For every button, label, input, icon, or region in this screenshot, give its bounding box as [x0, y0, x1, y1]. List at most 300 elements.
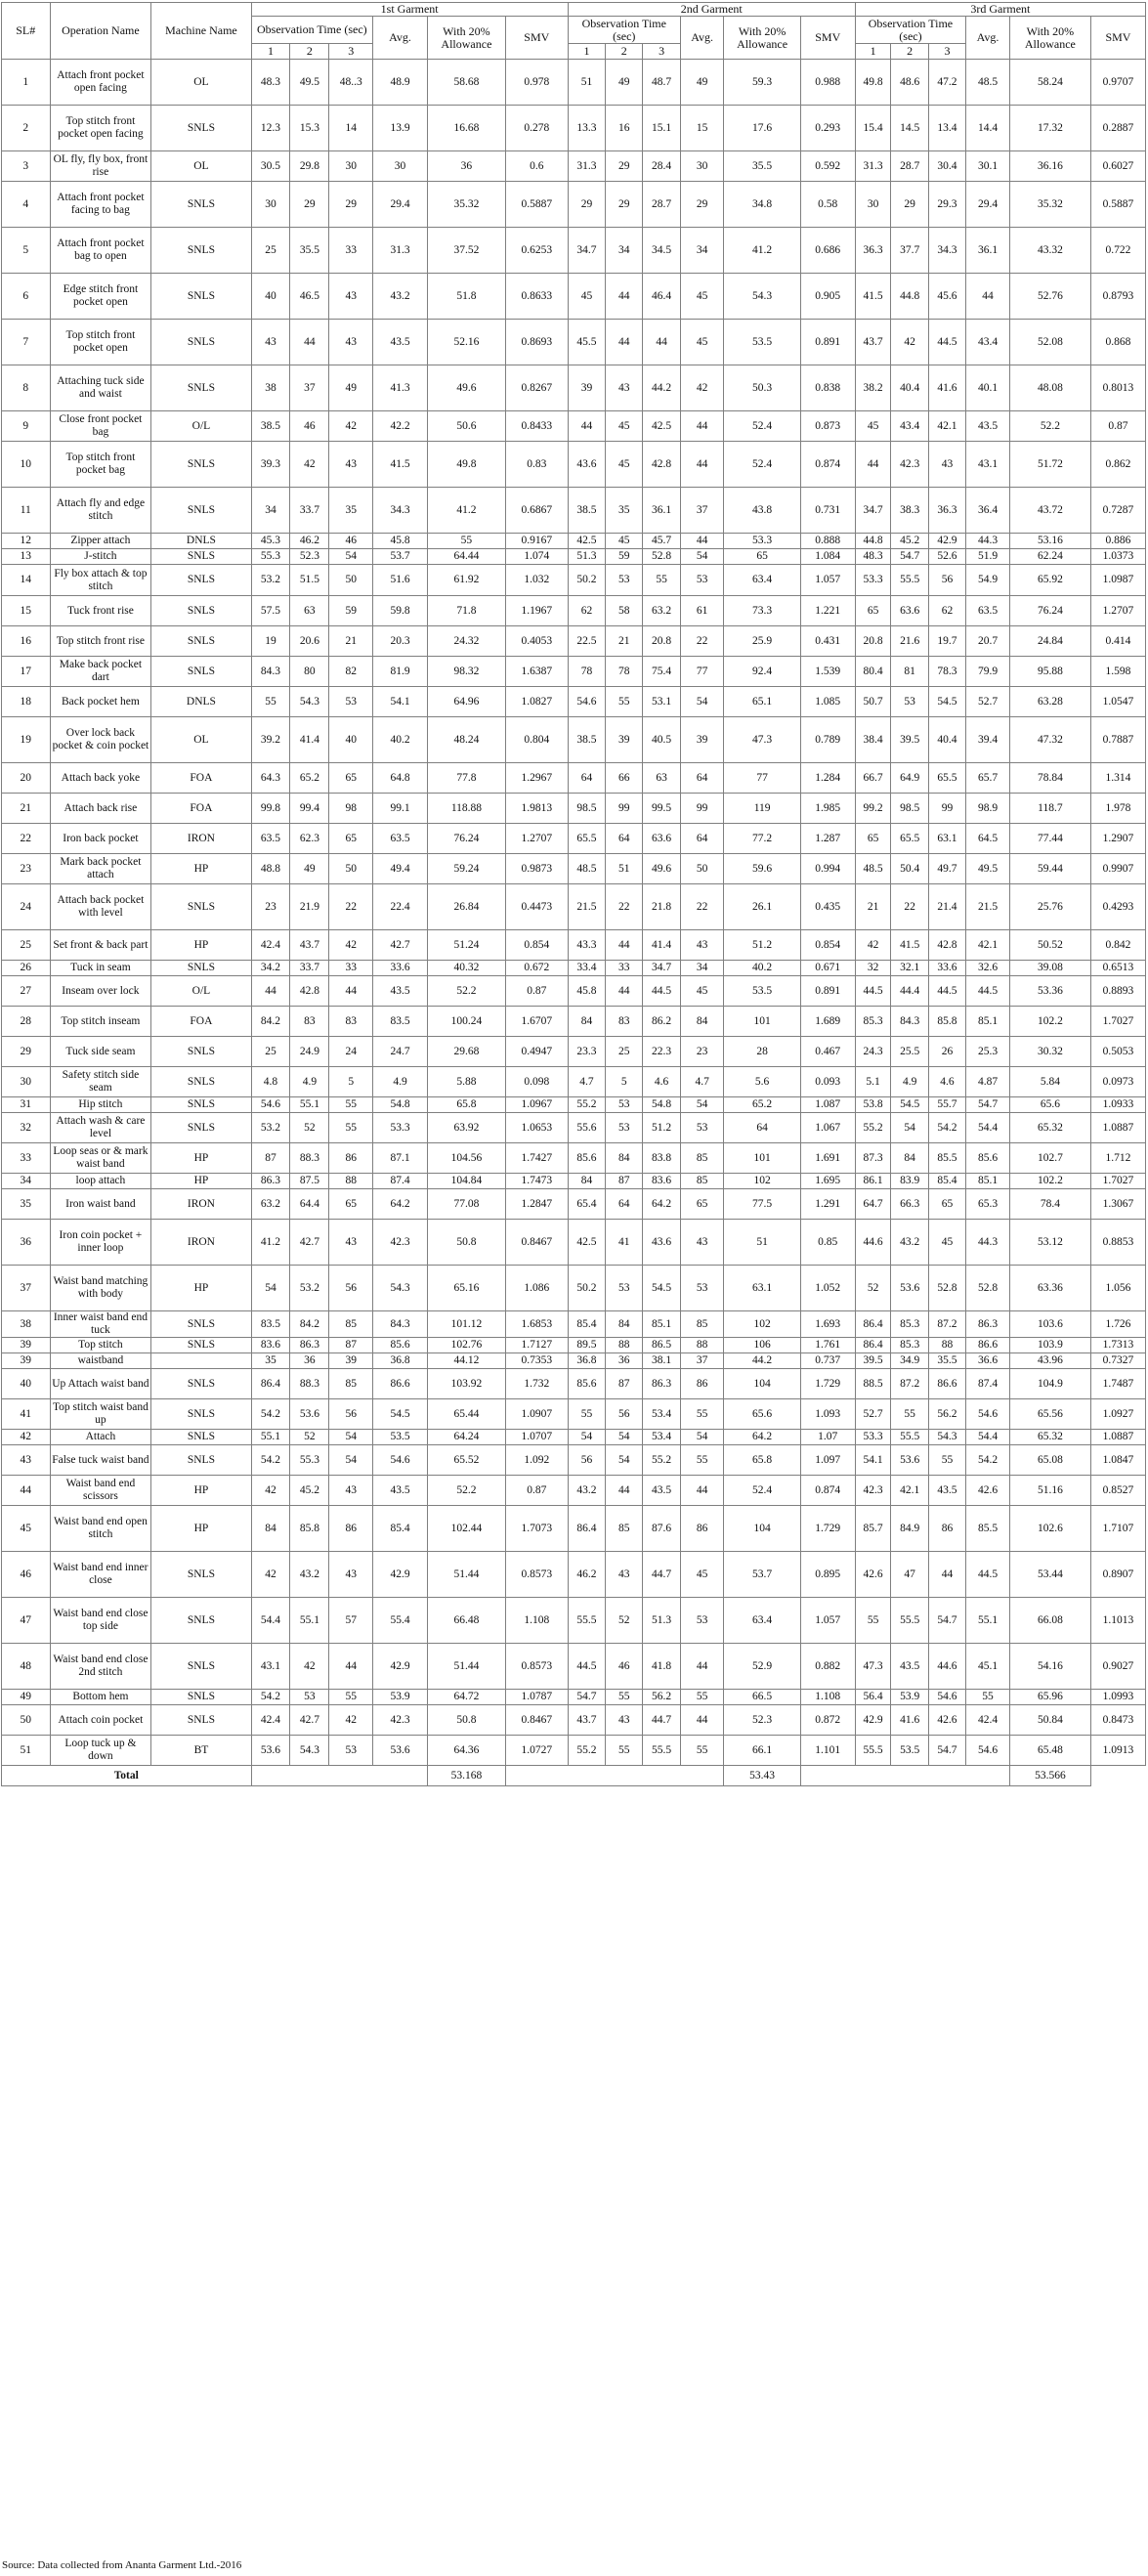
g1-obs-1-cell: 48.8: [251, 854, 290, 884]
g3-smv-cell: 1.1013: [1090, 1598, 1145, 1644]
g2-smv-cell: 1.761: [800, 1338, 855, 1353]
sl-cell: 18: [2, 687, 51, 717]
g3-obs-3-cell: 42.6: [928, 1705, 965, 1736]
operation-cell: Tuck side seam: [50, 1037, 151, 1067]
g3-obs-3-cell: 86: [928, 1506, 965, 1552]
sl-cell: 38: [2, 1311, 51, 1338]
sl-cell: 41: [2, 1399, 51, 1430]
g3-smv-cell: 0.868: [1090, 320, 1145, 365]
g3-obs-1-cell: 39.5: [855, 1353, 891, 1369]
g2-allowance-cell: 59.3: [724, 60, 800, 106]
g2-avg-cell: 44: [680, 534, 724, 549]
operation-cell: Close front pocket bag: [50, 411, 151, 442]
g2-avg-cell: 54: [680, 549, 724, 565]
g1-smv-cell: 1.092: [505, 1445, 568, 1476]
g2-avg-cell: 43: [680, 1220, 724, 1266]
g2-smv-cell: 1.07: [800, 1430, 855, 1445]
g1-obs-2-cell: 35.5: [290, 228, 329, 274]
g1-obs-2-cell: 53: [290, 1690, 329, 1705]
machine-cell: IRON: [151, 1189, 251, 1220]
table-row: [2, 687, 1146, 717]
g1-avg-cell: 42.9: [373, 1552, 428, 1598]
g3-avg-cell: 43.5: [966, 411, 1010, 442]
g3-smv-cell: 1.7313: [1090, 1338, 1145, 1353]
g1-avg-cell: 63.5: [373, 824, 428, 854]
g3-smv-cell: 0.7287: [1090, 488, 1145, 534]
g3-obs-1-cell: 55.5: [855, 1736, 891, 1766]
g1-obs-1-cell: 54: [251, 1266, 290, 1311]
g2-allowance-cell: 66.5: [724, 1690, 800, 1705]
header-obs-1: 1: [855, 44, 891, 60]
g2-obs-2-cell: 99: [606, 794, 643, 824]
g1-allowance-cell: 102.76: [427, 1338, 505, 1353]
g2-allowance-cell: 51: [724, 1220, 800, 1266]
g1-obs-3-cell: 86: [329, 1143, 373, 1174]
operation-cell: Attach coin pocket: [50, 1705, 151, 1736]
g2-avg-cell: 44: [680, 1644, 724, 1690]
g3-obs-3-cell: 52.6: [928, 549, 965, 565]
table-row: [2, 1736, 1146, 1766]
table-row: [2, 320, 1146, 365]
g3-smv-cell: 0.7327: [1090, 1353, 1145, 1369]
table-row: [2, 1369, 1146, 1399]
g2-obs-3-cell: 41.4: [643, 930, 680, 961]
g1-obs-3-cell: 85: [329, 1369, 373, 1399]
machine-cell: SNLS: [151, 182, 251, 228]
g3-smv-cell: 1.726: [1090, 1311, 1145, 1338]
g2-avg-cell: 45: [680, 320, 724, 365]
g3-obs-2-cell: 41.6: [891, 1705, 928, 1736]
g2-obs-3-cell: 63.2: [643, 596, 680, 626]
g2-obs-1-cell: 54.6: [568, 687, 605, 717]
g3-smv-cell: 0.2887: [1090, 106, 1145, 151]
g2-avg-cell: 53: [680, 1113, 724, 1143]
g1-allowance-cell: 104.56: [427, 1143, 505, 1174]
g1-obs-1-cell: 57.5: [251, 596, 290, 626]
g1-avg-cell: 99.1: [373, 794, 428, 824]
g3-obs-1-cell: 55: [855, 1598, 891, 1644]
g3-obs-1-cell: 85.7: [855, 1506, 891, 1552]
sl-cell: 40: [2, 1369, 51, 1399]
g1-obs-2-cell: 46.5: [290, 274, 329, 320]
g2-allowance-cell: 40.2: [724, 961, 800, 976]
g1-allowance-cell: 35.32: [427, 182, 505, 228]
g2-smv-cell: 1.695: [800, 1174, 855, 1189]
table-row: [2, 596, 1146, 626]
g3-obs-1-cell: 41.5: [855, 274, 891, 320]
g1-allowance-cell: 65.52: [427, 1445, 505, 1476]
g1-obs-1-cell: 86.3: [251, 1174, 290, 1189]
g3-obs-1-cell: 24.3: [855, 1037, 891, 1067]
operation-cell: Set front & back part: [50, 930, 151, 961]
g1-avg-cell: 59.8: [373, 596, 428, 626]
g1-allowance-cell: 29.68: [427, 1037, 505, 1067]
g2-obs-3-cell: 63.6: [643, 824, 680, 854]
g3-obs-3-cell: 52.8: [928, 1266, 965, 1311]
g1-smv-cell: 0.8267: [505, 365, 568, 411]
machine-cell: SNLS: [151, 1097, 251, 1113]
g2-obs-2-cell: 54: [606, 1430, 643, 1445]
sl-cell: 44: [2, 1476, 51, 1506]
g1-obs-3-cell: 29: [329, 182, 373, 228]
g2-obs-1-cell: 42.5: [568, 1220, 605, 1266]
g1-obs-3-cell: 50: [329, 854, 373, 884]
g3-obs-2-cell: 84.9: [891, 1506, 928, 1552]
g2-obs-2-cell: 16: [606, 106, 643, 151]
g3-obs-2-cell: 48.6: [891, 60, 928, 106]
g3-obs-1-cell: 15.4: [855, 106, 891, 151]
g1-obs-2-cell: 99.4: [290, 794, 329, 824]
g3-obs-1-cell: 86.4: [855, 1338, 891, 1353]
g1-obs-1-cell: 44: [251, 976, 290, 1007]
operation-cell: Waist band end open stitch: [50, 1506, 151, 1552]
g1-obs-1-cell: 84.3: [251, 657, 290, 687]
sl-cell: 31: [2, 1097, 51, 1113]
g3-obs-3-cell: 4.6: [928, 1067, 965, 1097]
operation-cell: Attach front pocket open facing: [50, 60, 151, 106]
g1-smv-cell: 1.074: [505, 549, 568, 565]
g2-obs-3-cell: 36.1: [643, 488, 680, 534]
g3-smv-cell: 1.7107: [1090, 1506, 1145, 1552]
sl-cell: 6: [2, 274, 51, 320]
g2-obs-3-cell: 83.8: [643, 1143, 680, 1174]
g1-avg-cell: 87.1: [373, 1143, 428, 1174]
g3-allowance-cell: 25.76: [1009, 884, 1090, 930]
g3-obs-1-cell: 50.7: [855, 687, 891, 717]
g1-obs-1-cell: 42: [251, 1476, 290, 1506]
g2-obs-3-cell: 87.6: [643, 1506, 680, 1552]
g1-obs-2-cell: 15.3: [290, 106, 329, 151]
g1-obs-2-cell: 55.1: [290, 1097, 329, 1113]
operation-cell: Over lock back pocket & coin pocket: [50, 717, 151, 763]
g2-allowance-cell: 65: [724, 549, 800, 565]
g1-obs-3-cell: 83: [329, 1007, 373, 1037]
g2-allowance-cell: 53.3: [724, 534, 800, 549]
sl-cell: 46: [2, 1552, 51, 1598]
header-allowance: With 20% Allowance: [1009, 17, 1090, 60]
g3-obs-1-cell: 30: [855, 182, 891, 228]
g1-obs-1-cell: 84.2: [251, 1007, 290, 1037]
header-garment-3: 3rd Garment: [855, 3, 1145, 17]
operation-cell: Edge stitch front pocket open: [50, 274, 151, 320]
g3-smv-cell: 0.0973: [1090, 1067, 1145, 1097]
g2-obs-1-cell: 36.8: [568, 1353, 605, 1369]
table-row: [2, 106, 1146, 151]
g3-allowance-cell: 53.44: [1009, 1552, 1090, 1598]
g2-obs-1-cell: 29: [568, 182, 605, 228]
table-row: [2, 1705, 1146, 1736]
g1-allowance-cell: 55: [427, 534, 505, 549]
header-obs-1: 1: [251, 44, 290, 60]
g1-obs-1-cell: 53.2: [251, 1113, 290, 1143]
operation-cell: Attach back pocket with level: [50, 884, 151, 930]
g1-allowance-cell: 118.88: [427, 794, 505, 824]
sl-cell: 5: [2, 228, 51, 274]
g2-obs-3-cell: 44.7: [643, 1705, 680, 1736]
g2-allowance-cell: 77: [724, 763, 800, 794]
g3-obs-1-cell: 49.8: [855, 60, 891, 106]
g3-obs-2-cell: 38.3: [891, 488, 928, 534]
g1-allowance-cell: 49.8: [427, 442, 505, 488]
sl-cell: 7: [2, 320, 51, 365]
operation-cell: Iron coin pocket + inner loop: [50, 1220, 151, 1266]
g3-obs-2-cell: 43.4: [891, 411, 928, 442]
operation-cell: Safety stitch side seam: [50, 1067, 151, 1097]
g1-allowance-cell: 64.24: [427, 1430, 505, 1445]
machine-cell: BT: [151, 1736, 251, 1766]
machine-cell: HP: [151, 1266, 251, 1311]
g3-avg-cell: 54.6: [966, 1399, 1010, 1430]
header-sl: SL#: [2, 3, 51, 60]
g2-allowance-cell: 47.3: [724, 717, 800, 763]
operation-cell: Mark back pocket attach: [50, 854, 151, 884]
g2-avg-cell: 23: [680, 1037, 724, 1067]
g1-smv-cell: 1.0907: [505, 1399, 568, 1430]
g2-smv-cell: 0.789: [800, 717, 855, 763]
g2-avg-cell: 86: [680, 1506, 724, 1552]
g3-allowance-cell: 52.76: [1009, 274, 1090, 320]
g2-obs-1-cell: 43.6: [568, 442, 605, 488]
g1-obs-2-cell: 36: [290, 1353, 329, 1369]
machine-cell: SNLS: [151, 657, 251, 687]
g1-avg-cell: 85.6: [373, 1338, 428, 1353]
header-operation-name: Operation Name: [50, 3, 151, 60]
table-row: [2, 1067, 1146, 1097]
g1-obs-2-cell: 86.3: [290, 1338, 329, 1353]
sl-cell: 34: [2, 1174, 51, 1189]
g1-obs-1-cell: 84: [251, 1506, 290, 1552]
g1-smv-cell: 0.9873: [505, 854, 568, 884]
machine-cell: SNLS: [151, 488, 251, 534]
g1-smv-cell: 0.83: [505, 442, 568, 488]
g2-allowance-cell: 73.3: [724, 596, 800, 626]
g2-obs-2-cell: 25: [606, 1037, 643, 1067]
g2-smv-cell: 1.087: [800, 1097, 855, 1113]
g2-obs-2-cell: 66: [606, 763, 643, 794]
g3-smv-cell: 1.7487: [1090, 1369, 1145, 1399]
g2-smv-cell: 0.435: [800, 884, 855, 930]
g1-smv-cell: 0.4473: [505, 884, 568, 930]
g1-allowance-cell: 5.88: [427, 1067, 505, 1097]
g1-avg-cell: 86.6: [373, 1369, 428, 1399]
g2-obs-3-cell: 45.7: [643, 534, 680, 549]
sl-cell: 43: [2, 1445, 51, 1476]
g3-obs-2-cell: 50.4: [891, 854, 928, 884]
g2-obs-3-cell: 54.8: [643, 1097, 680, 1113]
g3-smv-cell: 0.4293: [1090, 884, 1145, 930]
g3-obs-1-cell: 80.4: [855, 657, 891, 687]
operation-cell: Top stitch waist band up: [50, 1399, 151, 1430]
g2-allowance-cell: 52.4: [724, 411, 800, 442]
g2-smv-cell: 0.874: [800, 442, 855, 488]
g3-obs-1-cell: 54.1: [855, 1445, 891, 1476]
sl-cell: 25: [2, 930, 51, 961]
g2-avg-cell: 64: [680, 824, 724, 854]
g2-obs-1-cell: 54: [568, 1430, 605, 1445]
g3-obs-2-cell: 44.4: [891, 976, 928, 1007]
g2-obs-1-cell: 65.5: [568, 824, 605, 854]
g2-avg-cell: 44: [680, 411, 724, 442]
machine-cell: HP: [151, 854, 251, 884]
table-row: [2, 1037, 1146, 1067]
g3-obs-2-cell: 54.5: [891, 1097, 928, 1113]
g2-avg-cell: 53: [680, 1266, 724, 1311]
g1-obs-1-cell: 4.8: [251, 1067, 290, 1097]
g1-avg-cell: 45.8: [373, 534, 428, 549]
g1-allowance-cell: 64.44: [427, 549, 505, 565]
g1-obs-2-cell: 42: [290, 1644, 329, 1690]
g3-obs-2-cell: 25.5: [891, 1037, 928, 1067]
g3-obs-2-cell: 55.5: [891, 1598, 928, 1644]
operation-cell: Waist band end close 2nd stitch: [50, 1644, 151, 1690]
g2-obs-2-cell: 46: [606, 1644, 643, 1690]
g1-avg-cell: 13.9: [373, 106, 428, 151]
g3-avg-cell: 64.5: [966, 824, 1010, 854]
table-row: [2, 1476, 1146, 1506]
g3-allowance-cell: 65.6: [1009, 1097, 1090, 1113]
g3-obs-2-cell: 85.3: [891, 1311, 928, 1338]
g3-allowance-cell: 76.24: [1009, 596, 1090, 626]
g3-smv-cell: 0.8793: [1090, 274, 1145, 320]
operation-cell: Inseam over lock: [50, 976, 151, 1007]
g1-obs-2-cell: 4.9: [290, 1067, 329, 1097]
g2-smv-cell: 1.097: [800, 1445, 855, 1476]
g3-obs-1-cell: 85.3: [855, 1007, 891, 1037]
g2-avg-cell: 55: [680, 1736, 724, 1766]
g2-obs-3-cell: 52.8: [643, 549, 680, 565]
g3-smv-cell: 0.414: [1090, 626, 1145, 657]
g1-obs-3-cell: 56: [329, 1399, 373, 1430]
table-row: [2, 1189, 1146, 1220]
g2-allowance-cell: 106: [724, 1338, 800, 1353]
g3-smv-cell: 0.87: [1090, 411, 1145, 442]
g3-avg-cell: 42.6: [966, 1476, 1010, 1506]
g1-avg-cell: 43.5: [373, 320, 428, 365]
g1-obs-2-cell: 49.5: [290, 60, 329, 106]
g1-obs-2-cell: 46: [290, 411, 329, 442]
g2-allowance-cell: 54.3: [724, 274, 800, 320]
operation-cell: Attach back yoke: [50, 763, 151, 794]
g2-obs-3-cell: 86.3: [643, 1369, 680, 1399]
g2-avg-cell: 44: [680, 442, 724, 488]
g2-smv-cell: 1.729: [800, 1506, 855, 1552]
g1-obs-2-cell: 33.7: [290, 961, 329, 976]
sl-cell: 1: [2, 60, 51, 106]
g1-obs-3-cell: 54: [329, 1445, 373, 1476]
g3-smv-cell: 1.2907: [1090, 824, 1145, 854]
g1-obs-2-cell: 55.3: [290, 1445, 329, 1476]
operation-cell: Up Attach waist band: [50, 1369, 151, 1399]
g1-avg-cell: 48.9: [373, 60, 428, 106]
g2-avg-cell: 86: [680, 1369, 724, 1399]
g1-obs-3-cell: 43: [329, 320, 373, 365]
operation-cell: Attach front pocket bag to open: [50, 228, 151, 274]
machine-cell: SNLS: [151, 884, 251, 930]
g3-obs-3-cell: 56.2: [928, 1399, 965, 1430]
sl-cell: 3: [2, 151, 51, 182]
g2-obs-3-cell: 53.4: [643, 1430, 680, 1445]
g3-obs-3-cell: 19.7: [928, 626, 965, 657]
g1-avg-cell: 43.5: [373, 1476, 428, 1506]
sl-cell: 17: [2, 657, 51, 687]
g3-allowance-cell: 104.9: [1009, 1369, 1090, 1399]
machine-cell: OL: [151, 151, 251, 182]
g1-obs-3-cell: 98: [329, 794, 373, 824]
header-obs-3: 3: [643, 44, 680, 60]
g3-avg-cell: 85.1: [966, 1174, 1010, 1189]
g1-allowance-cell: 26.84: [427, 884, 505, 930]
operation-cell: Tuck in seam: [50, 961, 151, 976]
g2-smv-cell: 0.872: [800, 1705, 855, 1736]
g3-smv-cell: 0.6513: [1090, 961, 1145, 976]
g1-smv-cell: 0.6: [505, 151, 568, 182]
g3-allowance-cell: 63.36: [1009, 1266, 1090, 1311]
operation-cell: Top stitch front pocket open: [50, 320, 151, 365]
g3-obs-2-cell: 41.5: [891, 930, 928, 961]
g3-smv-cell: 1.0887: [1090, 1430, 1145, 1445]
g1-obs-2-cell: 29: [290, 182, 329, 228]
g1-obs-3-cell: 42: [329, 411, 373, 442]
g2-allowance-cell: 102: [724, 1174, 800, 1189]
table-row: [2, 794, 1146, 824]
g2-obs-3-cell: 40.5: [643, 717, 680, 763]
g1-avg-cell: 20.3: [373, 626, 428, 657]
g3-avg-cell: 43.1: [966, 442, 1010, 488]
g3-obs-3-cell: 21.4: [928, 884, 965, 930]
g1-obs-2-cell: 84.2: [290, 1311, 329, 1338]
operation-cell: Waist band end close top side: [50, 1598, 151, 1644]
g1-avg-cell: 22.4: [373, 884, 428, 930]
g3-obs-1-cell: 31.3: [855, 151, 891, 182]
g2-avg-cell: 37: [680, 488, 724, 534]
g2-obs-1-cell: 42.5: [568, 534, 605, 549]
table-row: [2, 657, 1146, 687]
g3-obs-1-cell: 99.2: [855, 794, 891, 824]
g2-allowance-cell: 52.4: [724, 442, 800, 488]
table-row: [2, 717, 1146, 763]
g1-obs-2-cell: 52.3: [290, 549, 329, 565]
g1-obs-3-cell: 53: [329, 1736, 373, 1766]
operation-cell: Zipper attach: [50, 534, 151, 549]
g1-allowance-cell: 50.8: [427, 1705, 505, 1736]
g2-obs-3-cell: 48.7: [643, 60, 680, 106]
g2-smv-cell: 0.731: [800, 488, 855, 534]
g3-avg-cell: 54.7: [966, 1097, 1010, 1113]
g1-allowance-cell: 49.6: [427, 365, 505, 411]
g3-obs-3-cell: 62: [928, 596, 965, 626]
g1-allowance-cell: 52.16: [427, 320, 505, 365]
g3-allowance-cell: 5.84: [1009, 1067, 1090, 1097]
g1-allowance-cell: 52.2: [427, 976, 505, 1007]
g2-obs-1-cell: 46.2: [568, 1552, 605, 1598]
table-row: [2, 565, 1146, 596]
g3-smv-cell: 0.842: [1090, 930, 1145, 961]
table-row: [2, 1143, 1146, 1174]
g3-avg-cell: 49.5: [966, 854, 1010, 884]
g1-avg-cell: 53.9: [373, 1690, 428, 1705]
g3-obs-3-cell: 49.7: [928, 854, 965, 884]
g1-obs-1-cell: 83.6: [251, 1338, 290, 1353]
operation-cell: Waist band matching with body: [50, 1266, 151, 1311]
g2-obs-1-cell: 43.7: [568, 1705, 605, 1736]
operation-cell: Attaching tuck side and waist: [50, 365, 151, 411]
g2-obs-1-cell: 21.5: [568, 884, 605, 930]
table-row: [2, 1338, 1146, 1353]
g1-allowance-cell: 16.68: [427, 106, 505, 151]
g1-smv-cell: 1.7427: [505, 1143, 568, 1174]
g3-obs-2-cell: 85.3: [891, 1338, 928, 1353]
g3-obs-2-cell: 63.6: [891, 596, 928, 626]
